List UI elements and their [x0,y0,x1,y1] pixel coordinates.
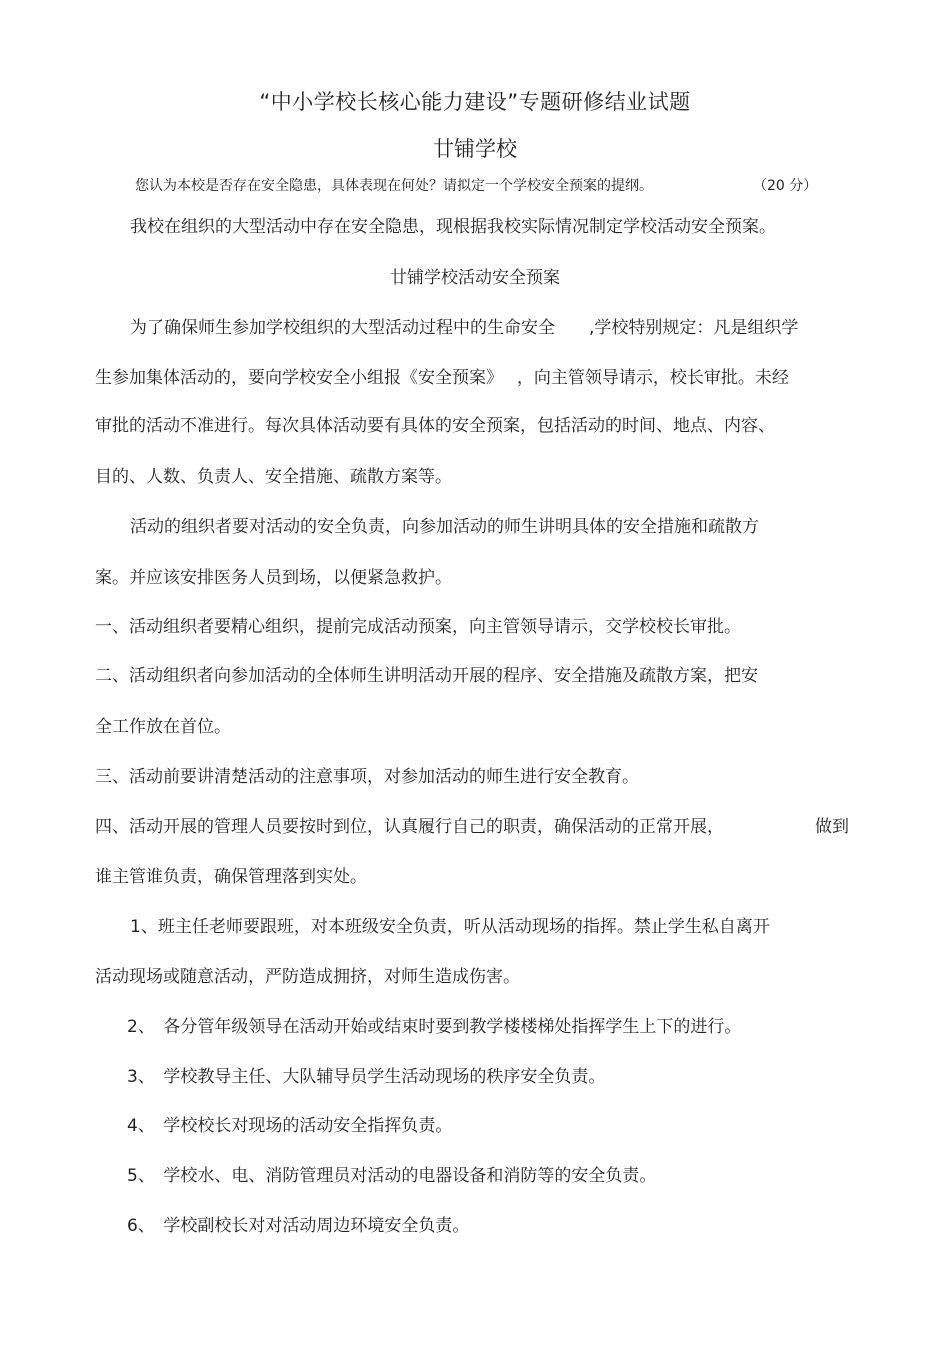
sub-item: 4、 学校校长对现场的活动安全指挥负责。 [127,1116,453,1136]
question-text: 您认为本校是否存在安全隐患，具体表现在何处？请拟定一个学校安全预案的提纲。 [135,178,653,194]
item-2-line: 全工作放在首位。 [95,717,231,737]
para2-line: 案。并应该安排医务人员到场，以便紧急救护。 [95,568,452,588]
sub-item: 5、 学校水、电、消防管理员对活动的电器设备和消防等的安全负责。 [127,1166,657,1186]
sub-item-1-line: 活动现场或随意活动，严防造成拥挤，对师生造成伤害。 [95,967,520,987]
sub-item: 6、 学校副校长对对活动周边环境安全负责。 [127,1216,470,1236]
para1-line: 生参加集体活动的，要向学校安全小组报《安全预案》 ，向主管领导请示，校长审批。未经 [95,368,789,388]
para2-line: 活动的组织者要对活动的安全负责，向参加活动的师生讲明具体的安全措施和疏散方 [130,517,759,537]
sub-item-1-line: 1、班主任老师要跟班，对本班级安全负责，听从活动现场的指挥。禁止学生私自离开 [130,917,770,937]
item-1: 一、活动组织者要精心组织，提前完成活动预案，向主管领导请示，交学校校长审批。 [95,617,741,637]
para1-line: 审批的活动不准进行。每次具体活动要有具体的安全预案，包括活动的时间、地点、内容、 [95,416,775,436]
item-2-line: 二、活动组织者向参加活动的全体师生讲明活动开展的程序、安全措施及疏散方案，把安 [95,666,758,686]
item-3: 三、活动前要讲清楚活动的注意事项，对参加活动的师生进行安全教育。 [95,767,639,787]
para1-line: 目的、人数、负责人、安全措施、疏散方案等。 [95,467,452,487]
exam-question [135,175,835,195]
intro-paragraph: 我校在组织的大型活动中存在安全隐患，现根据我校实际情况制定学校活动安全预案。 [130,217,776,237]
question-score: （20 分） [753,178,818,194]
school-name: 廿铺学校 [433,137,517,161]
plan-title: 廿铺学校活动安全预案 [390,268,560,288]
item-4-line: 四、活动开展的管理人员要按时到位，认真履行自己的职责，确保活动的正常开展， [95,817,724,837]
sub-item: 3、 学校教导主任、大队辅导员学生活动现场的秩序安全负责。 [127,1067,606,1087]
sub-item: 2、 各分管年级领导在活动开始或结束时要到教学楼楼梯处指挥学生上下的进行。 [127,1017,742,1037]
document-title: “中小学校长核心能力建设”专题研修结业试题 [259,90,691,114]
item-4-tail: 做到 [815,817,849,837]
para1-line: 为了确保师生参加学校组织的大型活动过程中的生命安全 ,学校特别规定：凡是组织学 [130,318,799,338]
item-4-line: 谁主管谁负责，确保管理落到实处。 [95,867,367,887]
